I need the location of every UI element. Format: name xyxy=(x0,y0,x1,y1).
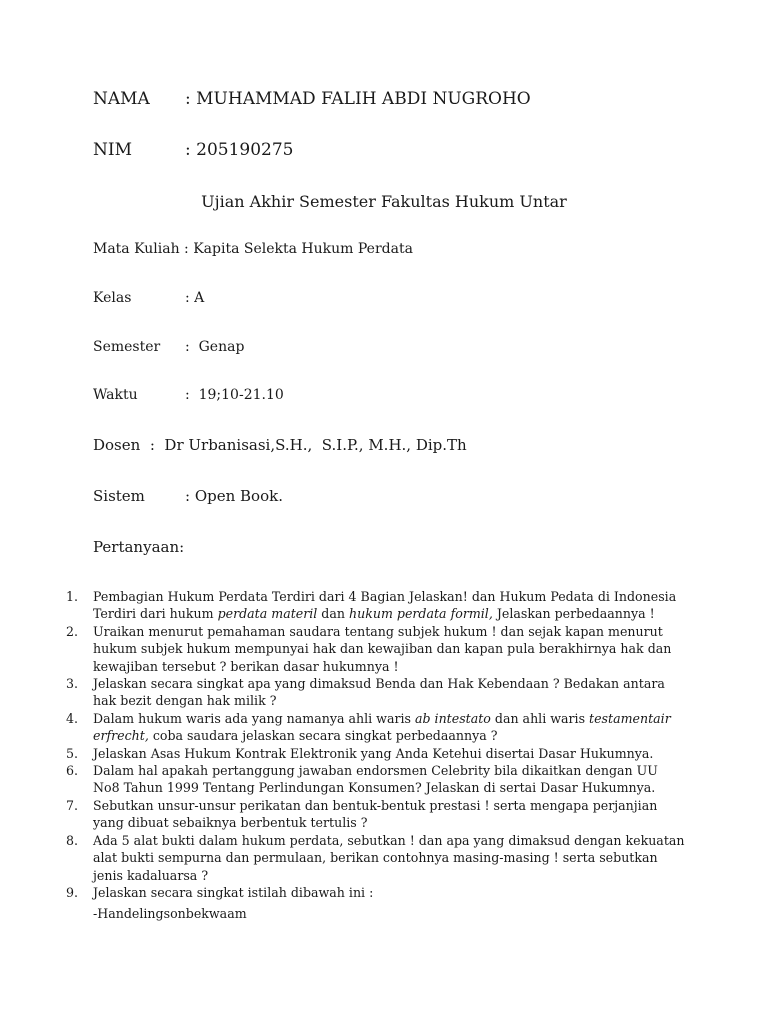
waktu-label: Waktu xyxy=(93,387,138,403)
semester-label: Semester xyxy=(93,339,161,355)
question-item xyxy=(66,710,686,745)
question-number: 3. xyxy=(66,676,79,692)
nim-row xyxy=(93,140,293,160)
waktu-row xyxy=(93,387,284,403)
sistem-value: : Open Book. xyxy=(185,487,283,505)
pertanyaan-heading: Pertanyaan: xyxy=(93,538,185,556)
kelas-label: Kelas xyxy=(93,290,132,306)
question-item xyxy=(66,797,686,832)
question-number: 6. xyxy=(66,763,79,779)
question-number: 1. xyxy=(66,589,79,604)
question-text: Sebutkan unsur-unsur perikatan dan bentuk-bentuk prestasi ! serta mengapa perjanjian yang dibuat sebaiknya berbentuk tertulis ? xyxy=(93,797,658,831)
nim-label: NIM xyxy=(93,140,132,160)
question-number: 9. xyxy=(66,884,79,900)
question-number: 2. xyxy=(66,623,79,639)
kelas-value: : A xyxy=(185,290,205,306)
question-text: Pembagian Hukum Perdata Terdiri dari 4 Bagian Jelaskan! dan Hukum Pedata di Indonesia Terdiri dari hukum perdata materil dan hukum perdata formil, Jelaskan perbedaannya ! xyxy=(93,589,677,622)
mata-kuliah-row: Mata Kuliah : Kapita Selekta Hukum Perdata xyxy=(93,241,413,257)
kelas-row xyxy=(93,290,204,306)
semester-value: : Genap xyxy=(185,339,245,355)
nim-value: : 205190275 xyxy=(185,140,294,160)
term-item: -Handelingsonbekwaam xyxy=(93,906,247,921)
question-text: Dalam hukum waris ada yang namanya ahli waris ab intestato dan ahli waris testamentair erfrecht, coba saudara jelaskan secara singkat perbedaannya ? xyxy=(93,710,671,744)
question-text: Dalam hal apakah pertanggung jawaban endorsmen Celebrity bila dikaitkan dengan UU No8 Tahun 1999 Tentang Perlindungan Konsumen? Jelaskan di sertai Dasar Hukumnya. xyxy=(93,763,658,796)
question-list xyxy=(66,588,686,901)
question-text: Uraikan menurut pemahaman saudara tentang subjek hukum ! dan sejak kapan menurut hukum subjek hukum mempunyai hak dan kewajiban dan kapan pula berakhirnya hak dan kewajiban tersebut ? berikan dasar hukumnya ! xyxy=(93,623,672,674)
nama-label: NAMA xyxy=(93,89,150,109)
question-item xyxy=(66,762,686,797)
question-number: 7. xyxy=(66,797,79,813)
question-item xyxy=(66,884,686,901)
question-text: Jelaskan secara singkat apa yang dimaksud Benda dan Hak Kebendaan ? Bedakan antara hak bezit dengan hak milik ? xyxy=(93,676,665,709)
question-text: Jelaskan secara singkat istilah dibawah ini : xyxy=(93,884,374,900)
question-text: Ada 5 alat bukti dalam hukum perdata, sebutkan ! dan apa yang dimaksud dengan kekuatan alat bukti sempurna dan permulaan, berikan contohnya masing-masing ! serta sebutkan jenis kadaluarsa ? xyxy=(93,832,685,883)
nama-value: : MUHAMMAD FALIH ABDI NUGROHO xyxy=(185,89,531,109)
exam-title: Ujian Akhir Semester Fakultas Hukum Untar xyxy=(201,192,567,211)
nama-row xyxy=(93,89,531,109)
question-number: 8. xyxy=(66,832,79,848)
semester-row xyxy=(93,339,244,355)
question-item xyxy=(66,675,686,710)
question-item xyxy=(66,832,686,884)
question-item xyxy=(66,745,686,762)
dosen-row: Dosen : Dr Urbanisasi,S.H., S.I.P., M.H., Dip.Th xyxy=(93,436,467,454)
question-number: 5. xyxy=(66,745,79,761)
question-item xyxy=(66,623,686,675)
sistem-label: Sistem xyxy=(93,487,145,505)
question-item xyxy=(66,588,686,623)
question-text: Jelaskan Asas Hukum Kontrak Elektronik yang Anda Ketehui disertai Dasar Hukumnya. xyxy=(93,745,654,761)
sistem-row xyxy=(93,487,283,505)
question-number: 4. xyxy=(66,710,79,726)
waktu-value: : 19;10-21.10 xyxy=(185,387,284,403)
